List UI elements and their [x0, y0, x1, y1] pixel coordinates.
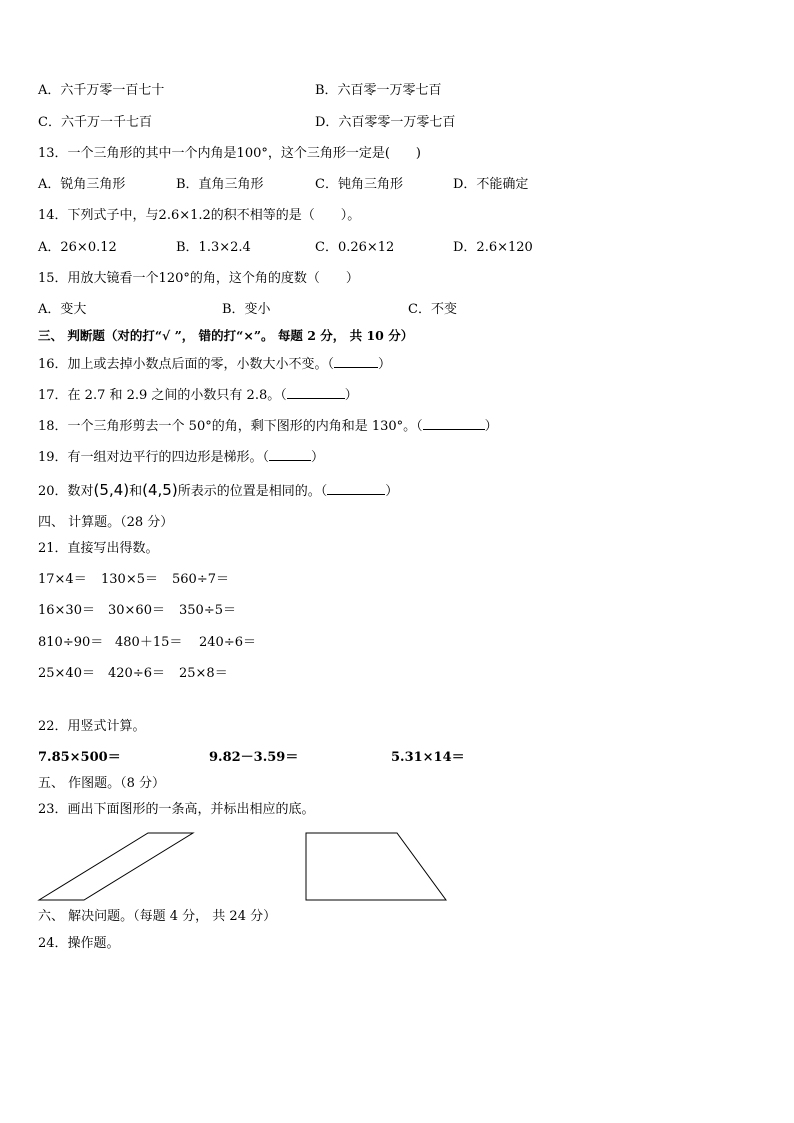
- q23-stem: 23．画出下面图形的一条高，并标出相应的底。: [38, 802, 315, 817]
- q13-option-b: B．直角三角形: [176, 177, 264, 192]
- q19-text: 19．有一组对边平行的四边形是梯形。（: [38, 450, 270, 465]
- q21-r2-c1: 16×30＝: [38, 603, 95, 618]
- q21-r1-c1: 17×4＝: [38, 572, 87, 587]
- q21-r4-c3: 25×8＝: [179, 666, 228, 681]
- q21-r1-c2: 130×5＝: [101, 572, 158, 587]
- q16-text: 16．加上或去掉小数点后面的零，小数大小不变。（: [38, 357, 335, 372]
- q12-option-c: C．六千万一千七百: [38, 115, 152, 130]
- q21-r4-c1: 25×40＝: [38, 666, 95, 681]
- q14-option-b: B．1.3×2.4: [176, 240, 251, 255]
- q12-option-b: B．六百零一万零七百: [315, 83, 442, 98]
- trapezoid-figure: [306, 833, 446, 900]
- q22-item-3: 5.31×14＝: [391, 750, 465, 765]
- q20-mid: 和: [129, 484, 143, 499]
- q22-item-2: 9.82－3.59＝: [209, 750, 299, 765]
- section-6-title: 六、 解决问题。（每题 4 分， 共 24 分）: [38, 909, 277, 924]
- q14-stem: 14．下列式子中，与2.6×1.2的积不相等的是（ ）。: [38, 208, 361, 223]
- q13-stem: 13．一个三角形的其中一个内角是100°，这个三角形一定是( ): [38, 146, 421, 161]
- q15-stem: 15．用放大镜看一个120°的角，这个角的度数（ ）: [38, 271, 359, 286]
- q21-r2-c2: 30×60＝: [108, 603, 165, 618]
- parallelogram-figure: [39, 833, 193, 900]
- q20-pair-2: (4,5): [142, 481, 178, 499]
- q18-text: 18．一个三角形剪去一个 50°的角，剩下图形的内角和是 130°。（: [38, 419, 423, 434]
- q21-r3-c3: 240÷6＝: [199, 635, 256, 650]
- q13-option-a: A．锐角三角形: [38, 177, 126, 192]
- q19-close: ）: [311, 450, 325, 465]
- q21-r1-c3: 560÷7＝: [172, 572, 229, 587]
- q15-option-c: C．不变: [408, 302, 457, 317]
- section-4-title: 四、 计算题。（28 分）: [38, 515, 174, 530]
- q17-close: ）: [344, 388, 358, 403]
- q12-option-a: A．六千万零一百七十: [38, 83, 165, 98]
- q22-stem: 22．用竖式计算。: [38, 719, 146, 734]
- q16-close: ）: [378, 357, 392, 372]
- q21-r3-c1: 810÷90＝: [38, 635, 104, 650]
- q14-option-c: C．0.26×12: [315, 240, 395, 255]
- q14-option-a: A．26×0.12: [38, 240, 117, 255]
- q21-r4-c2: 420÷6＝: [108, 666, 165, 681]
- q21-r2-c3: 350÷5＝: [179, 603, 236, 618]
- section-3-title: 三、 判断题（对的打“√ ”， 错的打“×”。 每题 2 分， 共 10 分）: [38, 328, 414, 343]
- q22-item-1: 7.85×500＝: [38, 750, 121, 765]
- q13-option-d: D．不能确定: [453, 177, 529, 192]
- q20-post: 所表示的位置是相同的。（: [177, 484, 328, 499]
- q18-close: ）: [484, 419, 498, 434]
- q14-option-d: D．2.6×120: [453, 240, 533, 255]
- q21-stem: 21．直接写出得数。: [38, 541, 159, 556]
- q15-option-a: A．变大: [38, 302, 87, 317]
- q20-pair-1: (5,4): [93, 481, 130, 499]
- q12-option-d: D．六百零零一万零七百: [315, 115, 456, 130]
- q20-close: ）: [385, 484, 399, 499]
- q24-stem: 24．操作题。: [38, 936, 120, 951]
- q21-r3-c2: 480＋15＝: [115, 635, 183, 650]
- q13-option-c: C．钝角三角形: [315, 177, 403, 192]
- q15-option-b: B．变小: [222, 302, 271, 317]
- section-5-title: 五、 作图题。（8 分）: [38, 776, 166, 791]
- q17-text: 17．在 2.7 和 2.9 之间的小数只有 2.8。（: [38, 388, 287, 403]
- q20-pre: 20．数对: [38, 484, 94, 499]
